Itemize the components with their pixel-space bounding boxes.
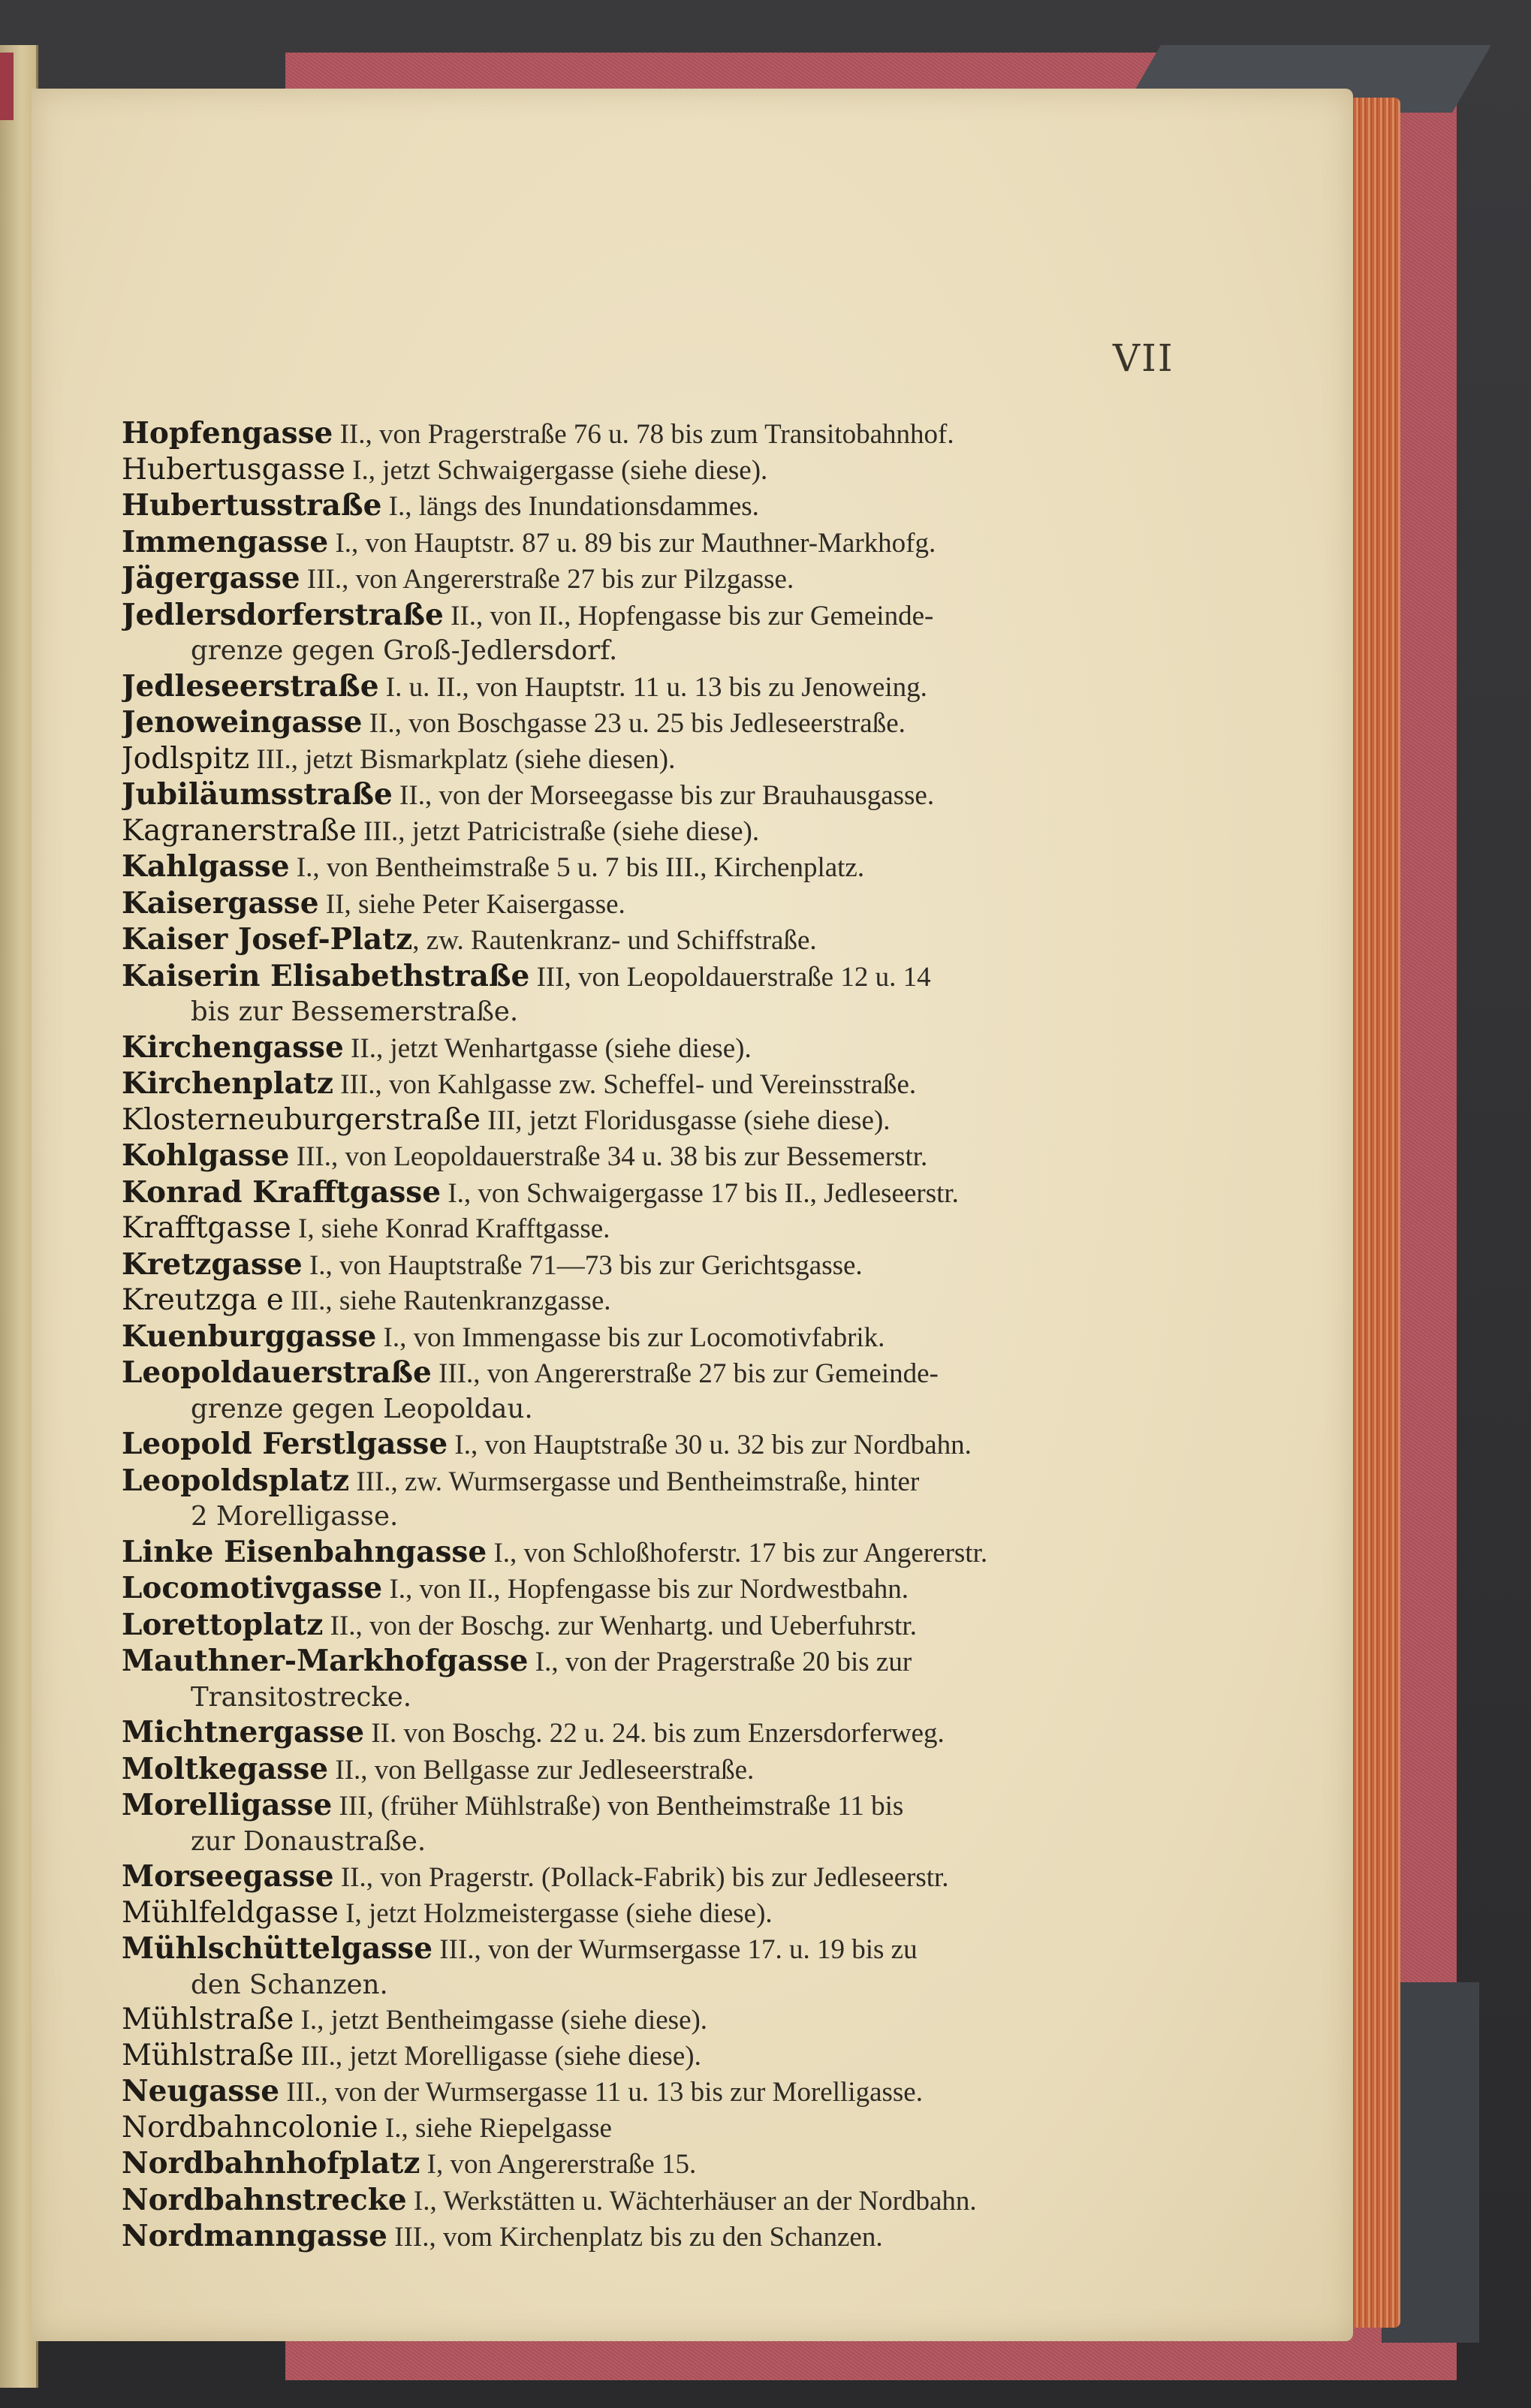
entry-description: I., von Schwaigergasse 17 bis II., Jedleseerstr.	[441, 1177, 959, 1209]
index-entry	[122, 1103, 1188, 1139]
entry-term: Neugasse	[122, 2074, 280, 2108]
entry-description: III., von Angererstraße 27 bis zur Gemeinde-	[431, 1358, 939, 1389]
entry-description: III., zw. Wurmsergasse und Bentheimstraße, hinter	[349, 1466, 920, 1497]
entry-term: Klosterneuburgerstraße	[122, 1102, 481, 1137]
entry-term: Jenoweingasse	[122, 705, 363, 740]
entry-term: Kuenburggasse	[122, 1319, 377, 1354]
index-entry	[122, 2219, 1188, 2256]
index-entry	[122, 922, 1188, 959]
entry-description: I., siehe Riepelgasse	[378, 2112, 612, 2144]
index-entry	[122, 777, 1188, 814]
entry-term: Kreutzga e	[122, 1283, 284, 1317]
index-entry	[122, 886, 1188, 923]
entry-term: Nordbahnstrecke	[122, 2182, 407, 2217]
entry-term: Nordbahnhofplatz	[122, 2146, 420, 2180]
entry-description: III., von Angererstraße 27 bis zur Pilzgasse.	[300, 564, 794, 595]
index-entry	[122, 2003, 1188, 2039]
index-entry	[122, 1319, 1188, 1356]
entry-term: Jedlersdorferstraße	[122, 597, 444, 632]
entry-term: Hubertusstraße	[122, 488, 382, 523]
index-entry	[122, 1030, 1188, 1067]
index-entry	[122, 488, 1188, 525]
index-entry	[122, 1644, 1188, 1680]
entry-term: Michtnergasse	[122, 1715, 365, 1749]
index-entry	[122, 814, 1188, 850]
entry-term: Kaisergasse	[122, 885, 319, 921]
index-entry	[122, 2111, 1188, 2147]
index-entry	[122, 1283, 1188, 1319]
entry-description: II, siehe Peter Kaisergasse.	[318, 888, 625, 920]
entry-description: I., jetzt Bentheimgasse (siehe diese).	[294, 2005, 708, 2036]
entry-description: I., Werkstätten u. Wächterhäuser an der Nordbahn.	[406, 2185, 977, 2217]
entry-description: III., von Kahlgasse zw. Scheffel- und Vereinsstraße.	[333, 1069, 917, 1100]
entry-continuation: den Schanzen.	[191, 1969, 388, 2000]
entry-term: Kaiser Josef-Platz	[122, 922, 413, 957]
entry-term: Leopoldauerstraße	[122, 1355, 432, 1390]
entry-term: Nordbahncolonie	[122, 2110, 378, 2144]
entry-term: Kagranerstraße	[122, 813, 357, 848]
entry-term: Mauthner-Markhofgasse	[122, 1644, 529, 1678]
index-entry	[122, 2039, 1188, 2075]
index-entry	[122, 1788, 1188, 1825]
entry-description: I, jetzt Holzmeistergasse (siehe diese).	[338, 1897, 773, 1929]
index-entry	[122, 849, 1188, 886]
index-entry	[122, 1859, 1188, 1896]
entry-term: Lorettoplatz	[122, 1607, 324, 1642]
entry-term: Morseegasse	[122, 1859, 334, 1894]
entry-term: Mühlstraße	[122, 2038, 294, 2072]
entry-term: Mühlstraße	[122, 2003, 294, 2036]
entry-description: II. von Boschg. 22 u. 24. bis zum Enzersdorferweg.	[364, 1718, 945, 1749]
entry-description: III., vom Kirchenplatz bis zu den Schanzen.	[387, 2222, 883, 2253]
spine-ribbon	[0, 53, 14, 120]
index-entry	[122, 1066, 1188, 1103]
index-entry	[122, 1535, 1188, 1572]
entry-description: II., von Boschgasse 23 u. 25 bis Jedleseerstraße.	[362, 708, 906, 739]
entry-term: Mühlfeldgasse	[122, 1895, 339, 1930]
entry-term: Linke Eisenbahngasse	[122, 1534, 487, 1569]
index-entry	[122, 1931, 1188, 1968]
index-entry	[122, 1463, 1188, 1500]
index-entry	[122, 1427, 1188, 1463]
entry-term: Jägergasse	[122, 561, 300, 595]
index-entry	[122, 1896, 1188, 1932]
index-entry	[122, 1211, 1188, 1247]
entry-term: Moltkegasse	[122, 1751, 329, 1786]
index-entry	[122, 1608, 1188, 1644]
entry-continuation: 2 Morelligasse.	[191, 1501, 399, 1532]
entry-term: Morelligasse	[122, 1788, 333, 1822]
entry-term: Jedleseerstraße	[122, 668, 379, 704]
entry-term: Kaiserin Elisabethstraße	[122, 958, 530, 993]
entry-term: Nordmanngasse	[122, 2219, 387, 2253]
entry-description: III., von Leopoldauerstraße 34 u. 38 bis zur Bessemerstr.	[289, 1141, 928, 1172]
entry-description: I., von Schloßhoferstr. 17 bis zur Angererstr.	[487, 1537, 988, 1569]
index-entry	[122, 453, 1188, 489]
entry-term: Jodlspitz	[122, 741, 250, 776]
entry-description: III., jetzt Bismarkplatz (siehe diesen).	[249, 743, 676, 775]
entry-description: II., von Bellgasse zur Jedleseerstraße.	[328, 1754, 755, 1786]
entry-description: I., von Bentheimstraße 5 u. 7 bis III., Kirchenplatz.	[289, 852, 865, 883]
entry-continuation: grenze gegen Leopoldau.	[191, 1393, 533, 1424]
entry-term: Jubiläumsstraße	[122, 777, 393, 812]
entry-term: Immengasse	[122, 524, 329, 559]
entry-description: II., von II., Hopfengasse bis zur Gemeinde-	[443, 600, 934, 631]
entry-term: Kirchengasse	[122, 1029, 344, 1065]
entry-continuation: Transitostrecke.	[191, 1681, 412, 1713]
index-entry	[122, 416, 1188, 453]
index-entry	[122, 1355, 1188, 1392]
entry-description: I., von II., Hopfengasse bis zur Nordwestbahn.	[382, 1574, 909, 1605]
index-entry	[122, 1752, 1188, 1789]
entry-term: Hopfengasse	[122, 416, 333, 451]
entry-description: III., von der Wurmsergasse 11 u. 13 bis zur Morelligasse.	[279, 2077, 923, 2108]
entry-continuation: zur Donaustraße.	[191, 1825, 426, 1857]
entry-continuation: grenze gegen Groß-Jedlersdorf.	[191, 635, 618, 666]
entry-description: III., siehe Rautenkranzgasse.	[283, 1285, 611, 1316]
index-entry	[122, 1138, 1188, 1175]
entry-term: Locomotivgasse	[122, 1571, 383, 1605]
entry-continuation: bis zur Bessemerstraße.	[191, 996, 519, 1027]
index-entry	[122, 1247, 1188, 1284]
entry-description: I, siehe Konrad Krafftgasse.	[291, 1213, 610, 1244]
index-entry	[122, 705, 1188, 742]
entry-term: Mühlschüttelgasse	[122, 1931, 433, 1966]
entry-term: Kohlgasse	[122, 1138, 290, 1173]
entry-description: I., von Hauptstraße 30 u. 32 bis zur Nordbahn.	[448, 1430, 972, 1460]
entry-description: III., von der Wurmsergasse 17. u. 19 bis zu	[432, 1934, 918, 1965]
index-entry	[122, 1175, 1188, 1212]
entry-description: I, von Angererstraße 15.	[420, 2149, 697, 2180]
entry-description: II., von Pragerstr. (Pollack-Fabrik) bis zur Jedleseerstr.	[333, 1862, 949, 1893]
entry-description: I., von Hauptstraße 71—73 bis zur Gerichtsgasse.	[302, 1249, 863, 1281]
index-entry	[122, 1715, 1188, 1752]
entry-description: III, von Leopoldauerstraße 12 u. 14	[529, 961, 931, 993]
entry-description: II., von Pragerstraße 76 u. 78 bis zum Transitobahnhof.	[333, 419, 954, 450]
index-entry	[122, 2074, 1188, 2111]
entry-description: III., jetzt Patricistraße (siehe diese).	[356, 815, 760, 847]
entry-term: Leopold Ferstlgasse	[122, 1427, 448, 1461]
entry-term: Kirchenplatz	[122, 1066, 334, 1101]
entry-description: III, (früher Mühlstraße) von Bentheimstraße 11 bis	[332, 1791, 904, 1822]
entry-description: II., jetzt Wenhartgasse (siehe diese).	[343, 1032, 752, 1064]
entry-term: Kretzgasse	[122, 1246, 303, 1282]
index-entry	[122, 2146, 1188, 2183]
index-entry	[122, 598, 1188, 634]
entry-term: Konrad Krafftgasse	[122, 1174, 442, 1210]
entry-term: Hubertusgasse	[122, 452, 345, 487]
entry-term: Leopoldsplatz	[122, 1463, 350, 1498]
entry-description: I., von der Pragerstraße 20 bis zur	[528, 1647, 912, 1677]
entry-description: , zw. Rautenkranz- und Schiffstraße.	[412, 925, 817, 956]
index-entry	[122, 1571, 1188, 1608]
entry-description: III., jetzt Morelligasse (siehe diese).	[294, 2040, 701, 2072]
street-index-list	[122, 416, 1188, 2256]
entry-description: III, jetzt Floridusgasse (siehe diese).	[480, 1105, 891, 1136]
index-entry	[122, 742, 1188, 778]
entry-term: Kahlgasse	[122, 849, 290, 884]
index-entry	[122, 561, 1188, 598]
page-number: VII	[1113, 336, 1174, 380]
entry-description: II., von der Boschg. zur Wenhartg. und Ueberfuhrstr.	[323, 1610, 917, 1641]
index-entry	[122, 959, 1188, 996]
entry-description: I., jetzt Schwaigergasse (siehe diese).	[345, 454, 768, 486]
page-stack-edges	[1348, 98, 1400, 2328]
index-entry	[122, 525, 1188, 562]
index-entry	[122, 2183, 1188, 2220]
entry-description: I., von Immengasse bis zur Locomotivfabrik.	[376, 1322, 885, 1353]
book-page	[32, 89, 1353, 2341]
entry-term: Krafftgasse	[122, 1211, 291, 1245]
index-entry	[122, 669, 1188, 706]
entry-description: I., längs des Inundationsdammes.	[381, 491, 759, 522]
entry-description: II., von der Morseegasse bis zur Brauhausgasse.	[392, 780, 935, 811]
entry-description: I., von Hauptstr. 87 u. 89 bis zur Mauthner-Markhofg.	[328, 527, 936, 559]
entry-description: I. u. II., von Hauptstr. 11 u. 13 bis zu Jenoweing.	[378, 671, 927, 703]
